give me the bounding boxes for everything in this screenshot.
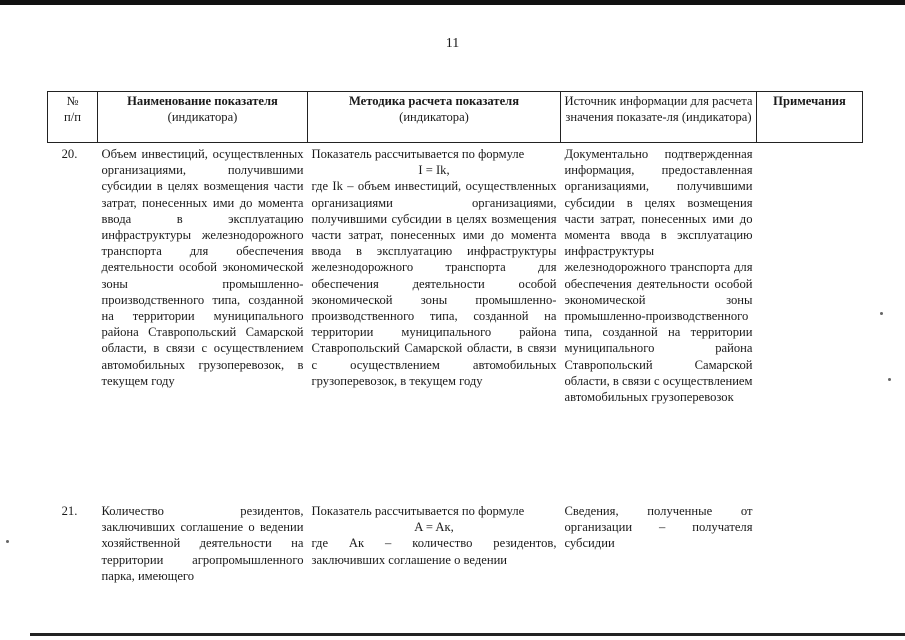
- row-number: 21.: [61, 504, 78, 518]
- header-name-sub: (индикатора): [167, 110, 238, 125]
- header-method-bold: Методика расчета показателя: [348, 94, 520, 108]
- method-intro: Показатель рассчитывается по формуле: [311, 147, 525, 161]
- table-header-row: [48, 92, 863, 143]
- scan-speck: [6, 540, 9, 543]
- indicator-method: [308, 501, 561, 584]
- top-border: [0, 0, 905, 5]
- indicator-name: Количество резидентов, заключивших соглашение о ведении хозяйственной деятельности на территории агропромышленного парка, имеющего: [101, 504, 304, 583]
- table-row: [48, 143, 863, 502]
- page-number: 11: [445, 36, 460, 51]
- header-method: [308, 92, 561, 143]
- header-source: [561, 92, 757, 143]
- indicators-table: [47, 91, 863, 584]
- indicator-notes: [757, 501, 863, 584]
- method-formula: I = Ik,: [418, 163, 450, 178]
- header-notes: [757, 92, 863, 143]
- indicator-name: Объем инвестиций, осуществленных организациями, получившими субсидии в целях возмещения части затрат, понесенных ими до момента ввода в эксплуатацию инфраструктуры железнодорожного транспорта для обеспечения деятельности особой экономической зоны промышленно-производственного типа, созданной на территории муниципального района Ставропольский Самарской области, в связи с осуществлением автомобильных грузоперевозок, в текущем году: [101, 147, 304, 388]
- row-number: 20.: [61, 147, 78, 161]
- header-number: [48, 92, 98, 143]
- bottom-border: [30, 633, 905, 636]
- scan-speck: [880, 312, 883, 315]
- header-source-text: Источник информации для расчета значения показате-ля (индикатора): [564, 94, 753, 125]
- method-intro: Показатель рассчитывается по формуле: [311, 504, 525, 518]
- method-description: где Ак – количество резидентов, заключивших соглашение о ведении: [311, 536, 557, 567]
- indicator-source: Документально подтвержденная информация, предоставленная организациями, получившими субсидии в целях возмещения части затрат, понесенных ими до момента ввода в эксплуатацию инфраструктуры железнодорожного транспорта для обеспечения деятельности особой экономической зоны промышленно-производственного типа, созданной на территории муниципального района Ставропольский Самарской области, в связи с осуществлением автомобильных грузоперевозок: [564, 147, 753, 405]
- scan-speck: [888, 378, 891, 381]
- header-notes-bold: Примечания: [773, 94, 846, 108]
- header-number-sub: п/п: [64, 110, 81, 125]
- header-name: [98, 92, 308, 143]
- method-formula: A = Aк,: [414, 520, 454, 535]
- indicator-notes: [757, 143, 863, 502]
- indicator-method: [308, 143, 561, 502]
- header-method-sub: (индикатора): [399, 110, 469, 125]
- header-number-bold: №: [66, 94, 79, 108]
- method-description: где Ik – объем инвестиций, осуществленных организациями организациями, получившими субсидии в целях возмещения части затрат, понесенных ими до момента ввода в эксплуатацию инфраструктуры железнодорожного транспорта для обеспечения деятельности особой экономической зоны промышленно-производственного типа, созданной на территории муниципального района Ставропольский Самарской области, в связи с осуществлением автомобильных грузоперевозок, в текущем году: [311, 179, 557, 388]
- header-name-bold: Наименование показателя: [127, 94, 278, 108]
- table-row: [48, 501, 863, 584]
- indicator-source: Сведения, полученные от организации – получателя субсидии: [564, 504, 753, 551]
